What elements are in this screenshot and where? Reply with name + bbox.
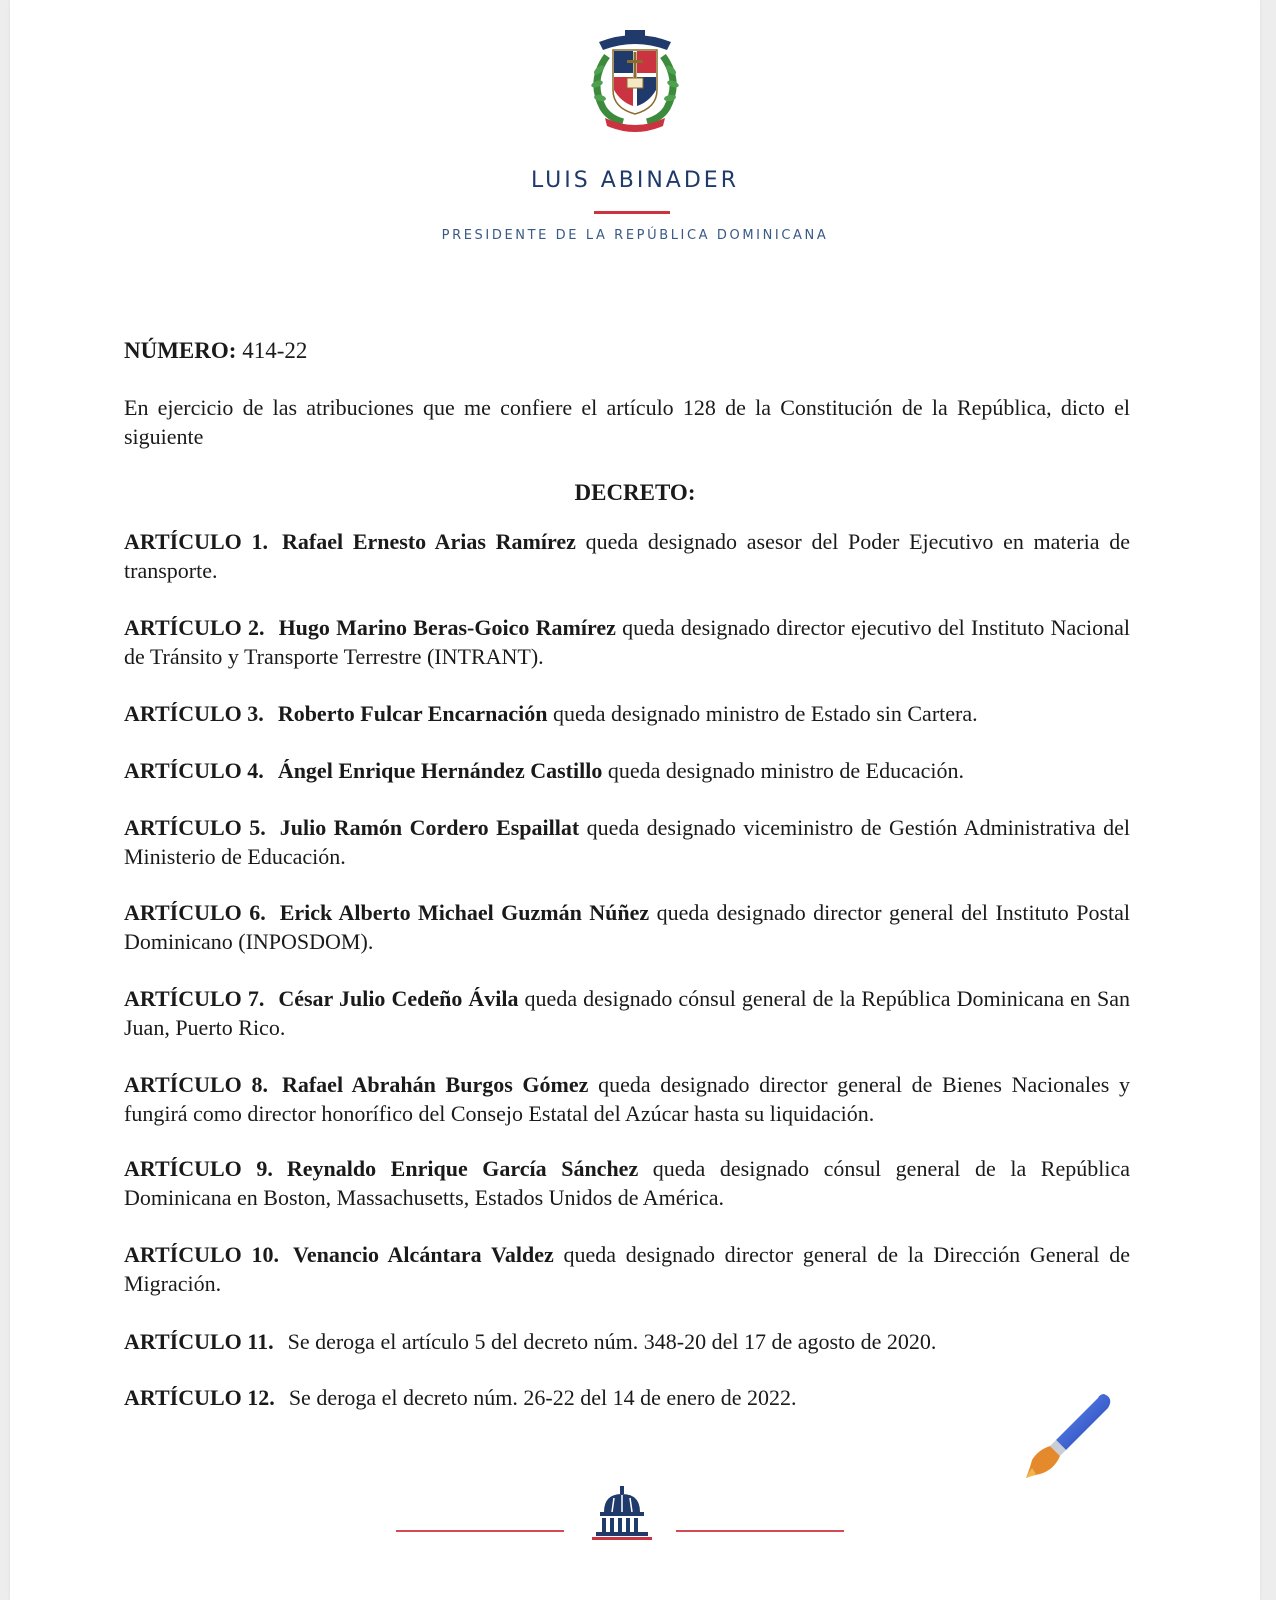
decree-number	[124, 338, 307, 364]
article-text: Se deroga el artículo 5 del decreto núm. 348-20 del 17 de agosto de 2020.	[287, 1329, 937, 1354]
article-text: queda designado director ejecutivo del Instituto Nacional de Tránsito y Transporte Terrestre (INTRANT).	[124, 615, 1131, 669]
footer-rule-left	[396, 1530, 564, 1532]
article-label: ARTÍCULO 6.	[124, 900, 266, 925]
article-8	[124, 1070, 1130, 1128]
decree-number-label: NÚMERO:	[124, 338, 237, 363]
national-palace-dome-icon	[590, 1486, 654, 1542]
article-label: ARTÍCULO 7.	[124, 986, 265, 1011]
appointee-name: Roberto Fulcar Encarnación	[277, 701, 548, 726]
article-text: queda designado director general de Bienes Nacionales y fungirá como director honorífico del Consejo Estatal del Azúcar hasta su liquidación.	[124, 1072, 1130, 1126]
article-text: queda designado asesor del Poder Ejecutivo en materia de transporte.	[124, 529, 1130, 583]
coat-of-arms-icon	[585, 26, 685, 134]
article-label: ARTÍCULO 12.	[124, 1385, 275, 1410]
article-11	[124, 1327, 1130, 1356]
appointee-name: Julio Ramón Cordero Espaillat	[279, 815, 580, 840]
article-9	[124, 1154, 1130, 1212]
article-text: queda designado cónsul general de la República Dominicana en San Juan, Puerto Rico.	[124, 986, 1130, 1040]
article-5	[124, 813, 1130, 871]
intro-paragraph: En ejercicio de las atribuciones que me confiere el artículo 128 de la Constitución de la República, dicto el siguiente	[124, 395, 1130, 449]
article-label: ARTÍCULO 4.	[124, 758, 264, 783]
article-2	[124, 613, 1130, 671]
name-underline	[594, 211, 670, 214]
article-text: queda designado director general del Instituto Postal Dominicano (INPOSDOM).	[124, 900, 1130, 954]
article-12	[124, 1383, 1130, 1412]
article-label: ARTÍCULO 1.	[124, 529, 269, 554]
article-6	[124, 898, 1130, 956]
article-text: Se deroga el decreto núm. 26-22 del 14 de enero de 2022.	[288, 1385, 797, 1410]
appointee-name: Hugo Marino Beras-Goico Ramírez	[278, 615, 616, 640]
article-4	[124, 756, 1130, 785]
article-text: queda designado ministro de Estado sin Cartera.	[547, 701, 978, 726]
article-7	[124, 984, 1130, 1042]
article-label: ARTÍCULO 9.	[124, 1156, 273, 1181]
decree-number-value: 414-22	[242, 338, 308, 363]
president-title: PRESIDENTE DE LA REPÚBLICA DOMINICANA	[441, 228, 829, 243]
appointee-name: Reynaldo Enrique García Sánchez	[286, 1156, 639, 1181]
article-label: ARTÍCULO 10.	[124, 1242, 280, 1267]
article-text: queda designado ministro de Educación.	[602, 758, 965, 783]
article-label: ARTÍCULO 5.	[124, 815, 266, 840]
appointee-name: Venancio Alcántara Valdez	[293, 1242, 554, 1267]
appointee-name: Ángel Enrique Hernández Castillo	[277, 758, 603, 783]
article-label: ARTÍCULO 3.	[124, 701, 264, 726]
article-label: ARTÍCULO 2.	[124, 615, 265, 640]
decree-page	[10, 0, 1260, 1600]
article-1	[124, 527, 1130, 585]
president-name: LUIS ABINADER	[531, 168, 739, 193]
article-text: queda designado cónsul general de la República Dominicana en Boston, Massachusetts, Estados Unidos de América.	[124, 1156, 1130, 1210]
decree-heading: DECRETO:	[574, 480, 696, 505]
article-label: ARTÍCULO 11.	[124, 1329, 274, 1354]
footer-rule-right	[676, 1530, 844, 1532]
appointee-name: Rafael Ernesto Arias Ramírez	[282, 529, 576, 554]
article-3	[124, 699, 1130, 728]
appointee-name: Erick Alberto Michael Guzmán Núñez	[279, 900, 650, 925]
paintbrush-icon[interactable]	[1020, 1388, 1116, 1484]
appointee-name: Rafael Abrahán Burgos Gómez	[281, 1072, 589, 1097]
article-label: ARTÍCULO 8.	[124, 1072, 268, 1097]
appointee-name: César Julio Cedeño Ávila	[278, 986, 519, 1011]
article-text: queda designado viceministro de Gestión Administrativa del Ministerio de Educación.	[124, 815, 1130, 869]
article-text: queda designado director general de la Dirección General de Migración.	[124, 1242, 1130, 1296]
article-10	[124, 1240, 1130, 1298]
